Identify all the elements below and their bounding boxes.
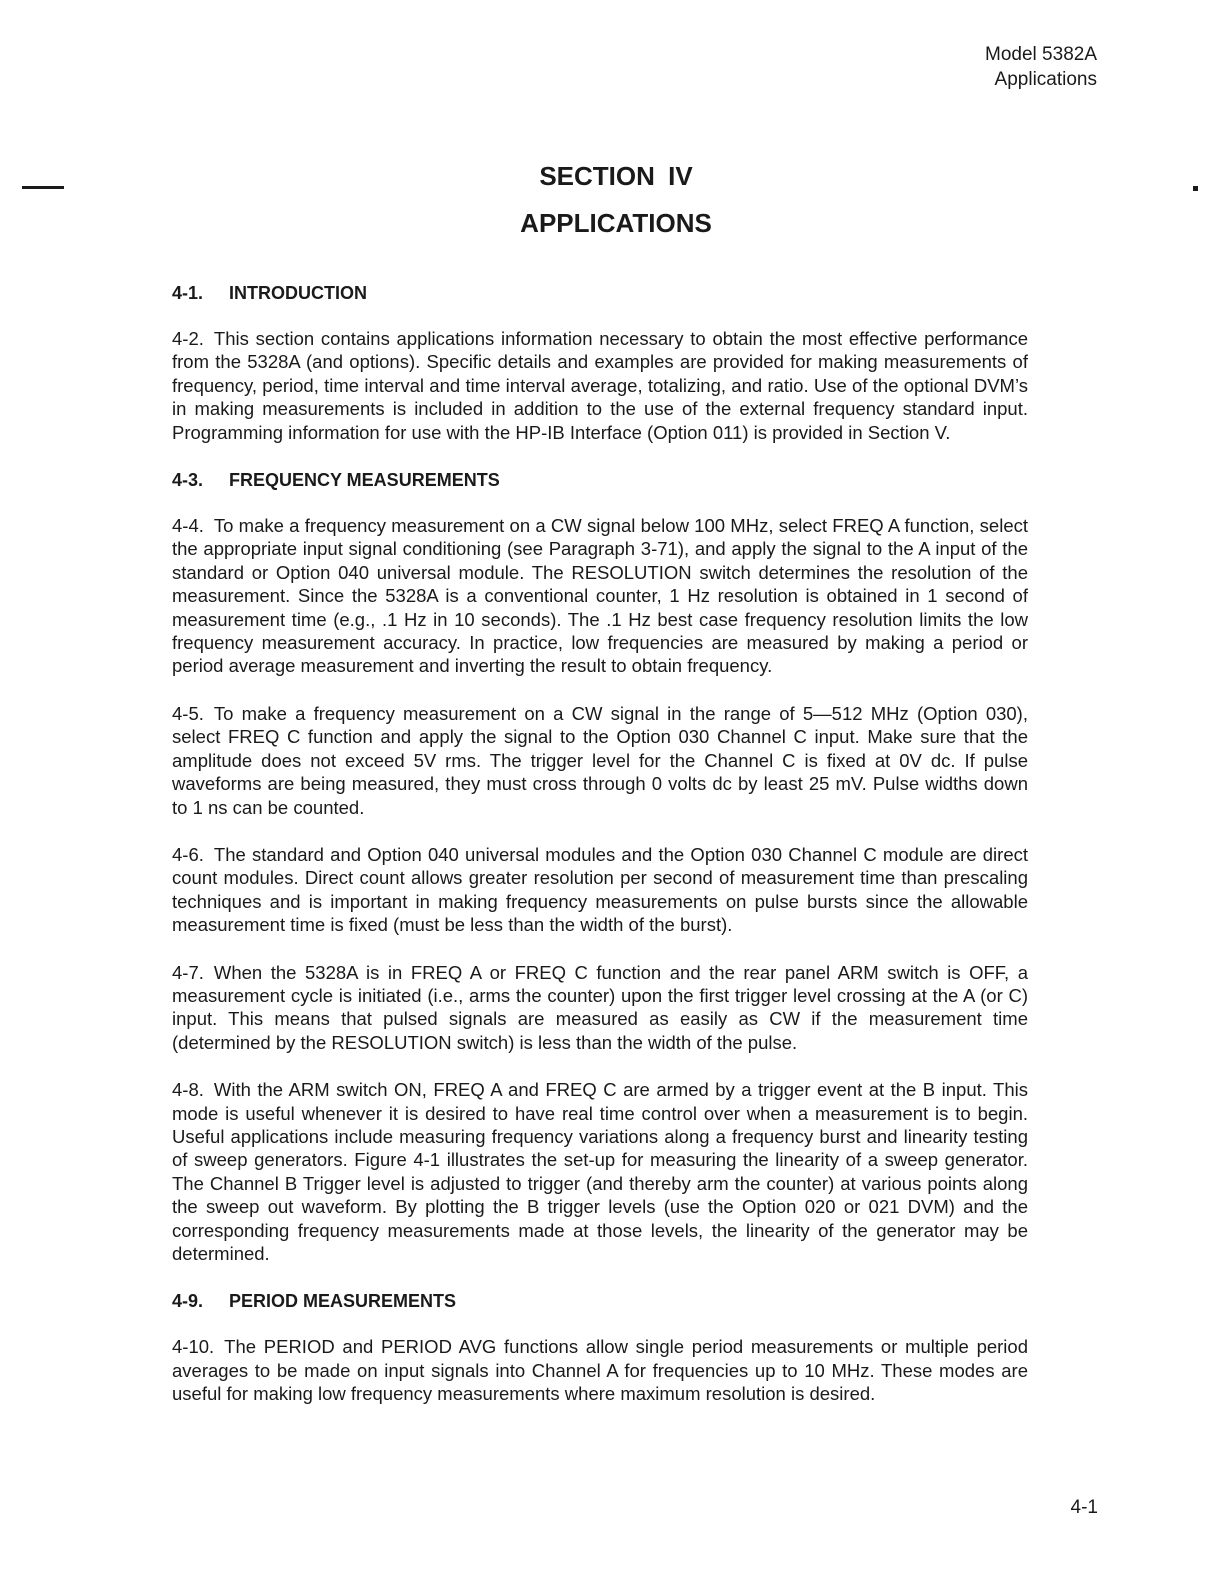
paragraph-text: With the ARM switch ON, FREQ A and FREQ C are armed by a trigger event at the B input. This mode is useful whenever it is desired to have real time control over when a measurement is to begin. Useful applications include measuring frequency variations along a frequency burst and linearity testing of sweep generators. Figure 4-1 illustrates the set-up for measuring the linearity of a sweep generator. The Channel B Trigger level is adjusted to trigger (and thereby arm the counter) at various points along the sweep out waveform. By plotting the B trigger levels (use the Option 020 or 021 DVM) and the corresponding frequency measurements made at those levels, the linearity of the generator may be determined.	[172, 1079, 1028, 1264]
paragraph-text: This section contains applications information necessary to obtain the most effective performance from the 5328A (and options). Specific details and examples are provided for making measurements of frequency, period, time interval and time interval average, totalizing, and ratio. Use of the optional DVM’s in making measurements is included in addition to the use of the external frequency standard input. Programming information for use with the HP-IB Interface (Option 011) is provided in Section V.	[172, 328, 1028, 443]
paragraph-number: 4-8.	[172, 1079, 204, 1101]
section-title-block	[0, 158, 1224, 241]
paragraph-number: 4-5.	[172, 702, 204, 724]
page-number: 4-1	[1070, 1497, 1098, 1518]
section-number: SECTION IV	[539, 161, 693, 191]
paragraph-number: 4-4.	[172, 515, 204, 537]
heading-title: FREQUENCY MEASUREMENTS	[229, 470, 500, 491]
page-header	[985, 42, 1097, 92]
heading-period-measurements	[172, 1289, 1028, 1313]
document-body	[172, 281, 1028, 1430]
paragraph-4-2	[172, 327, 1028, 444]
heading-number: 4-1.	[172, 283, 204, 303]
section-title: APPLICATIONS	[520, 208, 712, 238]
header-subtitle: Applications	[994, 69, 1097, 90]
paragraph-number: 4-10.	[172, 1336, 215, 1358]
heading-title: PERIOD MEASUREMENTS	[229, 1291, 457, 1312]
heading-number: 4-3.	[172, 470, 204, 491]
heading-introduction	[172, 281, 1028, 305]
paragraph-4-5	[172, 702, 1028, 819]
heading-number: 4-9.	[172, 1291, 204, 1312]
paragraph-number: 4-7.	[172, 961, 204, 983]
paragraph-text: To make a frequency measurement on a CW signal in the range of 5—512 MHz (Option 030), select FREQ C function and apply the signal to the Option 030 Channel C input. Make sure that the amplitude does not exceed 5V rms. The trigger level for the Channel C is fixed at 0V dc. If pulse waveforms are being measured, they must cross through 0 volts dc by least 25 mV. Pulse widths down to 1 ns can be counted.	[172, 702, 1028, 818]
paragraph-4-8	[172, 1078, 1028, 1265]
paragraph-4-4	[172, 514, 1028, 678]
header-model: Model 5382A	[985, 44, 1097, 65]
paragraph-text: When the 5328A is in FREQ A or FREQ C function and the rear panel ARM switch is OFF, a measurement cycle is initiated (i.e., arms the counter) upon the first trigger level crossing at the A (or C) input. This means that pulsed signals are measured as easily as CW if the measurement time (determined by the RESOLUTION switch) is less than the width of the pulse.	[172, 961, 1028, 1053]
paragraph-text: To make a frequency measurement on a CW signal below 100 MHz, select FREQ A function, select the appropriate input signal conditioning (see Paragraph 3-71), and apply the signal to the A input of the standard or Option 040 universal module. The RESOLUTION switch determines the resolution of the measurement. Since the 5328A is a conventional counter, 1 Hz resolution is obtained in 1 second of measurement time (e.g., .1 Hz in 10 seconds). The .1 Hz best case frequency resolution limits the low frequency measurement accuracy. In practice, low frequencies are measured by making a period or period average measurement and inverting the result to obtain frequency.	[172, 515, 1028, 677]
paragraph-4-10	[172, 1335, 1028, 1405]
heading-title: INTRODUCTION	[229, 283, 367, 303]
paragraph-text: The standard and Option 040 universal modules and the Option 030 Channel C module are direct count modules. Direct count allows greater resolution per second of measurement time than prescaling techniques and is important in making frequency measurements on pulse bursts since the allowable measurement time is fixed (must be less than the width of the burst).	[172, 843, 1028, 936]
paragraph-4-7	[172, 961, 1028, 1055]
paragraph-number: 4-6.	[172, 843, 204, 865]
paragraph-number: 4-2.	[172, 328, 204, 349]
paragraph-4-6	[172, 843, 1028, 937]
heading-frequency-measurements	[172, 468, 1028, 492]
paragraph-text: The PERIOD and PERIOD AVG functions allow single period measurements or multiple period averages to be made on input signals into Channel A for frequencies up to 10 MHz. These modes are useful for making low frequency measurements where maximum resolution is desired.	[172, 1336, 1028, 1405]
